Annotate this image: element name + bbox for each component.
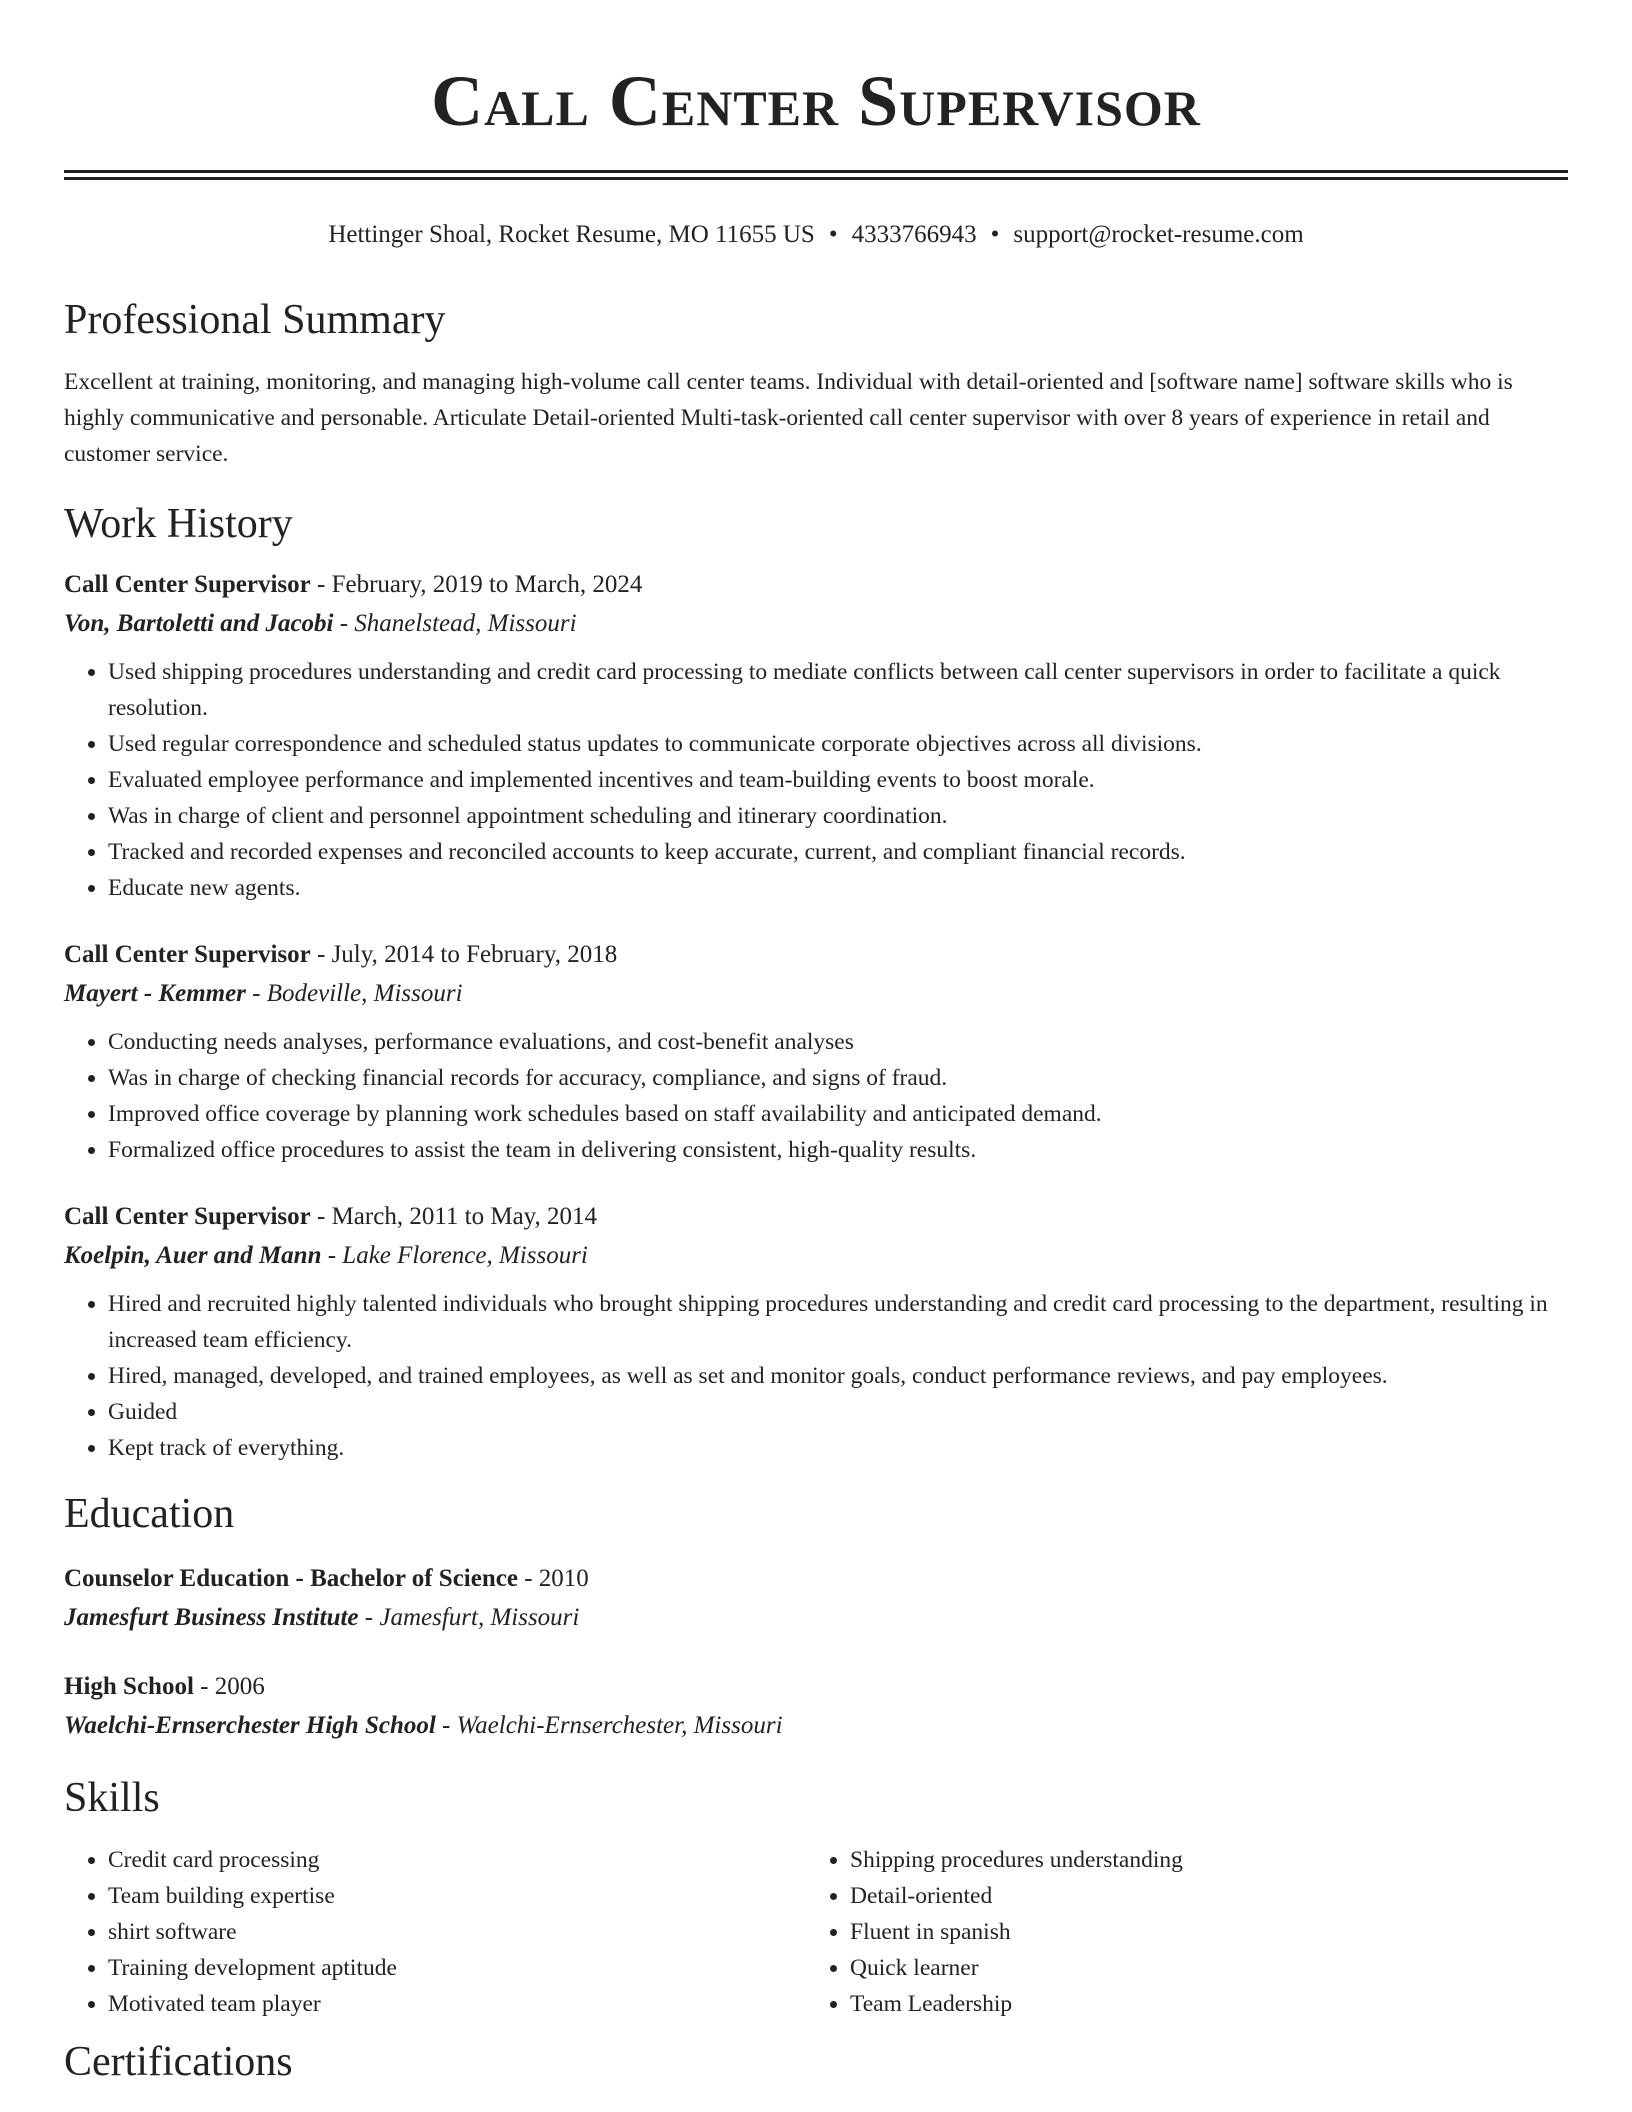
section-title-certifications: Certifications: [64, 2039, 293, 2085]
section-title-summary: Professional Summary: [64, 297, 446, 343]
skill-item: • Team Leadership: [850, 1986, 1548, 2022]
job-heading: [64, 936, 1568, 974]
job-bullet: • Evaluated employee performance and implemented incentives and team-building events to boost morale.: [108, 762, 1568, 798]
job-location: - Lake Florence, Missouri: [321, 1242, 588, 1269]
skill-item: • Fluent in spanish: [850, 1914, 1548, 1950]
contact-separator: •: [990, 221, 1000, 248]
contact-address: Hettinger Shoal, Rocket Resume, MO 11655 US: [328, 221, 815, 248]
education-heading: [64, 1668, 1568, 1706]
job-company: Mayert - Kemmer: [64, 980, 246, 1007]
job-bullets: [64, 1286, 1568, 1466]
education-school-line: [64, 1706, 1568, 1746]
skills-grid: [64, 1842, 1568, 2022]
job-bullet: • Used shipping procedures understanding and credit card processing to mediate conflicts between call center supervisors in order to facilitate a quick resolution.: [108, 654, 1568, 726]
job-dates: - February, 2019 to March, 2024: [310, 571, 643, 598]
job-bullet: • Improved office coverage by planning work schedules based on staff availability and anticipated demand.: [108, 1096, 1568, 1132]
job-location: - Shanelstead, Missouri: [333, 610, 577, 637]
section-title-education: Education: [64, 1491, 235, 1537]
education-heading: [64, 1560, 1568, 1598]
job-entry: [64, 1198, 1568, 1466]
job-entry: [64, 566, 1568, 906]
skill-item: • Detail-oriented: [850, 1878, 1548, 1914]
job-location: - Bodeville, Missouri: [245, 980, 463, 1007]
job-bullet: • Guided: [108, 1394, 1568, 1430]
skill-item: • Team building expertise: [108, 1878, 806, 1914]
skill-item: • Training development aptitude: [108, 1950, 806, 1986]
skill-item: • shirt software: [108, 1914, 806, 1950]
job-bullet: • Tracked and recorded expenses and reconciled accounts to keep accurate, current, and compliant financial records.: [108, 834, 1568, 870]
skill-item: • Quick learner: [850, 1950, 1548, 1986]
job-employer: [64, 604, 1568, 644]
job-role: Call Center Supervisor: [64, 941, 311, 968]
job-employer: [64, 1236, 1568, 1276]
job-bullet: • Educate new agents.: [108, 870, 1568, 906]
education-school-line: [64, 1598, 1568, 1638]
education-location: - Jamesfurt, Missouri: [358, 1604, 580, 1631]
job-heading: [64, 566, 1568, 604]
education-year: - 2006: [193, 1673, 265, 1700]
summary-text: Excellent at training, monitoring, and managing high-volume call center teams. Individual with detail-oriented and [software name] software skills who is highly communicative and personable. Articulate Detail-oriented Multi-task-oriented call center supervisor with over 8 years of experience in retail and customer service.: [64, 369, 1513, 467]
job-bullets: [64, 1024, 1568, 1168]
skill-item: • Motivated team player: [108, 1986, 806, 2022]
job-bullet: • Hired, managed, developed, and trained employees, as well as set and monitor goals, conduct performance reviews, and pay employees.: [108, 1358, 1568, 1394]
job-employer: [64, 974, 1568, 1014]
contact-email: support@rocket-resume.com: [1013, 221, 1304, 248]
section-title-work-history: Work History: [64, 501, 293, 547]
section-title-skills: Skills: [64, 1775, 160, 1821]
job-bullet: • Conducting needs analyses, performance evaluations, and cost-benefit analyses: [108, 1024, 1568, 1060]
education-degree: High School: [64, 1673, 194, 1700]
job-bullets: [64, 654, 1568, 906]
skills-column-right: [806, 1842, 1548, 2022]
job-role: Call Center Supervisor: [64, 571, 311, 598]
job-dates: - March, 2011 to May, 2014: [310, 1203, 598, 1230]
job-bullet: • Was in charge of checking financial records for accuracy, compliance, and signs of fraud.: [108, 1060, 1568, 1096]
skill-item: • Shipping procedures understanding: [850, 1842, 1548, 1878]
job-role: Call Center Supervisor: [64, 1203, 311, 1230]
contact-line: [64, 218, 1568, 252]
job-dates: - July, 2014 to February, 2018: [310, 941, 618, 968]
education-year: - 2010: [517, 1565, 589, 1592]
job-bullet: • Hired and recruited highly talented individuals who brought shipping procedures understanding and credit card processing to the department, resulting in increased team efficiency.: [108, 1286, 1568, 1358]
skills-column-left: [64, 1842, 806, 2022]
education-entry: [64, 1560, 1568, 1638]
job-bullet: • Kept track of everything.: [108, 1430, 1568, 1466]
job-bullet: • Was in charge of client and personnel appointment scheduling and itinerary coordination.: [108, 798, 1568, 834]
skill-item: • Credit card processing: [108, 1842, 806, 1878]
education-school: Jamesfurt Business Institute: [64, 1604, 359, 1631]
resume-page: [64, 0, 1568, 2088]
job-company: Von, Bartoletti and Jacobi: [64, 610, 334, 637]
education-entry: [64, 1668, 1568, 1746]
job-entry: [64, 936, 1568, 1168]
job-bullet: • Formalized office procedures to assist the team in delivering consistent, high-quality results.: [108, 1132, 1568, 1168]
contact-separator: •: [828, 221, 838, 248]
contact-phone: 4333766943: [851, 221, 977, 248]
resume-name: Call Center Supervisor: [431, 61, 1201, 141]
education-location: - Waelchi-Ernserchester, Missouri: [435, 1712, 783, 1739]
job-bullet: • Used regular correspondence and scheduled status updates to communicate corporate objectives across all divisions.: [108, 726, 1568, 762]
job-company: Koelpin, Auer and Mann: [64, 1242, 322, 1269]
education-degree: Counselor Education - Bachelor of Science: [64, 1565, 518, 1592]
education-school: Waelchi-Ernserchester High School: [64, 1712, 436, 1739]
job-heading: [64, 1198, 1568, 1236]
header-double-rule: [64, 170, 1568, 180]
